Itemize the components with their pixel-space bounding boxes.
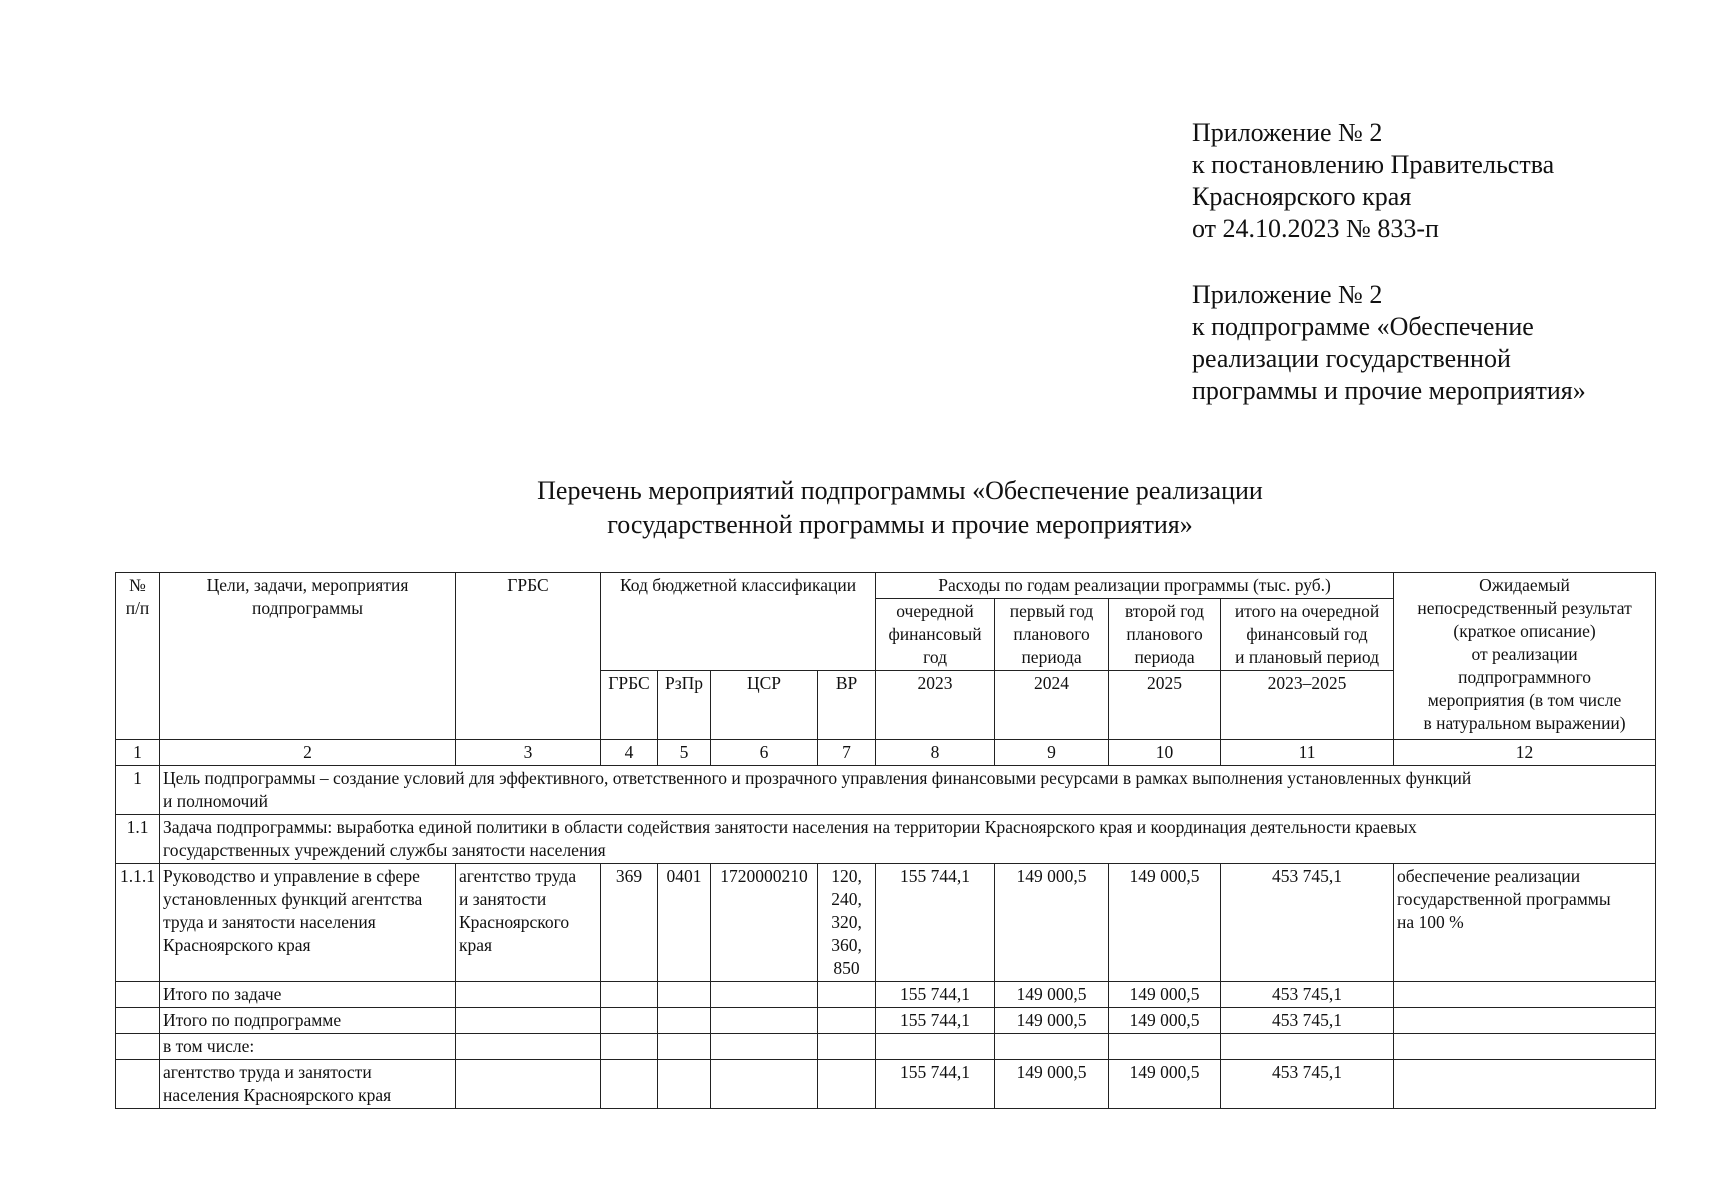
empty-cell [1394,1008,1656,1034]
activity-row [116,864,1656,982]
header-code-csr: ЦСР [711,671,818,740]
activity-amount-2025: 149 000,5 [1109,864,1221,982]
header-year3-desc: второй год планового периода [1109,599,1221,671]
column-number: 3 [456,740,601,766]
header-code-grbs: ГРБС [601,671,658,740]
column-number: 12 [1394,740,1656,766]
column-number: 1 [116,740,160,766]
goal-number: 1 [116,766,160,815]
summary-amount-total: 453 745,1 [1221,982,1394,1008]
empty-cell [818,1034,876,1060]
summary-amount-total [1221,1034,1394,1060]
title-line: государственной программы и прочие мероприятия» [607,510,1193,539]
activities-table [115,572,1656,1109]
summary-label: Итого по задаче [160,982,456,1008]
column-number: 4 [601,740,658,766]
empty-cell [601,1008,658,1034]
summary-amount-total: 453 745,1 [1221,1008,1394,1034]
activity-amount-2024: 149 000,5 [995,864,1109,982]
goal-row [116,766,1656,815]
appendix-line: Приложение № 2 [1192,118,1383,147]
summary-amount-2025: 149 000,5 [1109,982,1221,1008]
empty-cell [601,1034,658,1060]
activity-csr: 1720000210 [711,864,818,982]
activity-amount-2023: 155 744,1 [876,864,995,982]
empty-cell [818,982,876,1008]
appendix-note-resolution [1192,117,1692,245]
activity-grbs-code: 369 [601,864,658,982]
summary-row-subprogram-total [116,1008,1656,1034]
empty-cell [711,1008,818,1034]
column-number: 8 [876,740,995,766]
summary-row-agency [116,1060,1656,1109]
header-goals: Цели, задачи, мероприятия подпрограммы [160,573,456,740]
empty-cell [601,982,658,1008]
summary-amount-2023: 155 744,1 [876,1060,995,1109]
empty-cell [456,982,601,1008]
header-year-2024: 2024 [995,671,1109,740]
empty-cell [116,982,160,1008]
activity-rzpr: 0401 [658,864,711,982]
header-code-vr: ВР [818,671,876,740]
activity-amount-total: 453 745,1 [1221,864,1394,982]
header-num: № п/п [116,573,160,740]
empty-cell [658,982,711,1008]
header-years-total: 2023–2025 [1221,671,1394,740]
summary-label: Итого по подпрограмме [160,1008,456,1034]
column-number: 7 [818,740,876,766]
summary-amount-2023 [876,1034,995,1060]
empty-cell [1394,1060,1656,1109]
title-line: Перечень мероприятий подпрограммы «Обеспечение реализации [537,476,1263,505]
summary-amount-2024: 149 000,5 [995,982,1109,1008]
appendix-line: к подпрограмме «Обеспечение [1192,312,1534,341]
task-number: 1.1 [116,815,160,864]
summary-amount-2023: 155 744,1 [876,1008,995,1034]
empty-cell [456,1060,601,1109]
task-row [116,815,1656,864]
empty-cell [116,1034,160,1060]
column-number: 11 [1221,740,1394,766]
empty-cell [1394,1034,1656,1060]
empty-cell [658,1060,711,1109]
column-number: 2 [160,740,456,766]
appendix-line: Приложение № 2 [1192,280,1383,309]
summary-amount-2024 [995,1034,1109,1060]
empty-cell [711,982,818,1008]
column-numbers-row [116,740,1656,766]
empty-cell [818,1060,876,1109]
summary-amount-2024: 149 000,5 [995,1008,1109,1034]
header-year2-desc: первый год планового периода [995,599,1109,671]
empty-cell [711,1060,818,1109]
empty-cell [658,1008,711,1034]
activity-grbs-name: агентство труда и занятости Красноярского края [456,864,601,982]
summary-amount-2023: 155 744,1 [876,982,995,1008]
activity-vr: 120, 240, 320, 360, 850 [818,864,876,982]
appendix-line: Красноярского края [1192,182,1412,211]
header-expenses: Расходы по годам реализации программы (тыс. руб.) [876,573,1394,599]
empty-cell [456,1034,601,1060]
appendix-line: от 24.10.2023 № 833-п [1192,214,1439,243]
header-expected-result: Ожидаемый непосредственный результат (краткое описание) от реализации подпрограммного мероприятия (в том числе в натуральном выражении) [1394,573,1656,740]
summary-amount-2025: 149 000,5 [1109,1060,1221,1109]
goal-text: Цель подпрограммы – создание условий для эффективного, ответственного и прозрачного управления финансовыми ресурсами в рамках выполнения установленных функций и полномочий [160,766,1656,815]
empty-cell [116,1008,160,1034]
header-year-2025: 2025 [1109,671,1221,740]
activity-expected-result: обеспечение реализации государственной программы на 100 % [1394,864,1656,982]
appendix-line: реализации государственной [1192,344,1511,373]
activity-number: 1.1.1 [116,864,160,982]
empty-cell [711,1034,818,1060]
summary-label: агентство труда и занятости населения Красноярского края [160,1060,456,1109]
empty-cell [1394,982,1656,1008]
summary-amount-2025: 149 000,5 [1109,1008,1221,1034]
column-number: 5 [658,740,711,766]
summary-amount-2025 [1109,1034,1221,1060]
header-grbs: ГРБС [456,573,601,740]
header-code-rzpr: РзПр [658,671,711,740]
appendix-note-subprogram [1192,279,1692,407]
header-total-desc: итого на очередной финансовый год и плановый период [1221,599,1394,671]
activity-name: Руководство и управление в сфере установленных функций агентства труда и занятости населения Красноярского края [160,864,456,982]
empty-cell [658,1034,711,1060]
header-year1-desc: очередной финансовый год [876,599,995,671]
header-budget-code: Код бюджетной классификации [601,573,876,671]
task-text: Задача подпрограммы: выработка единой политики в области содействия занятости населения на территории Красноярского края и координация деятельности краевых государственных учреждений службы занятости населения [160,815,1656,864]
column-number: 9 [995,740,1109,766]
column-number: 10 [1109,740,1221,766]
document-title [0,474,1721,542]
appendix-line: к постановлению Правительства [1192,150,1555,179]
empty-cell [116,1060,160,1109]
column-number: 6 [711,740,818,766]
summary-amount-total: 453 745,1 [1221,1060,1394,1109]
empty-cell [601,1060,658,1109]
summary-row-including [116,1034,1656,1060]
summary-label: в том числе: [160,1034,456,1060]
empty-cell [818,1008,876,1034]
summary-amount-2024: 149 000,5 [995,1060,1109,1109]
appendix-line: программы и прочие мероприятия» [1192,376,1586,405]
summary-row-task-total [116,982,1656,1008]
empty-cell [456,1008,601,1034]
header-year-2023: 2023 [876,671,995,740]
